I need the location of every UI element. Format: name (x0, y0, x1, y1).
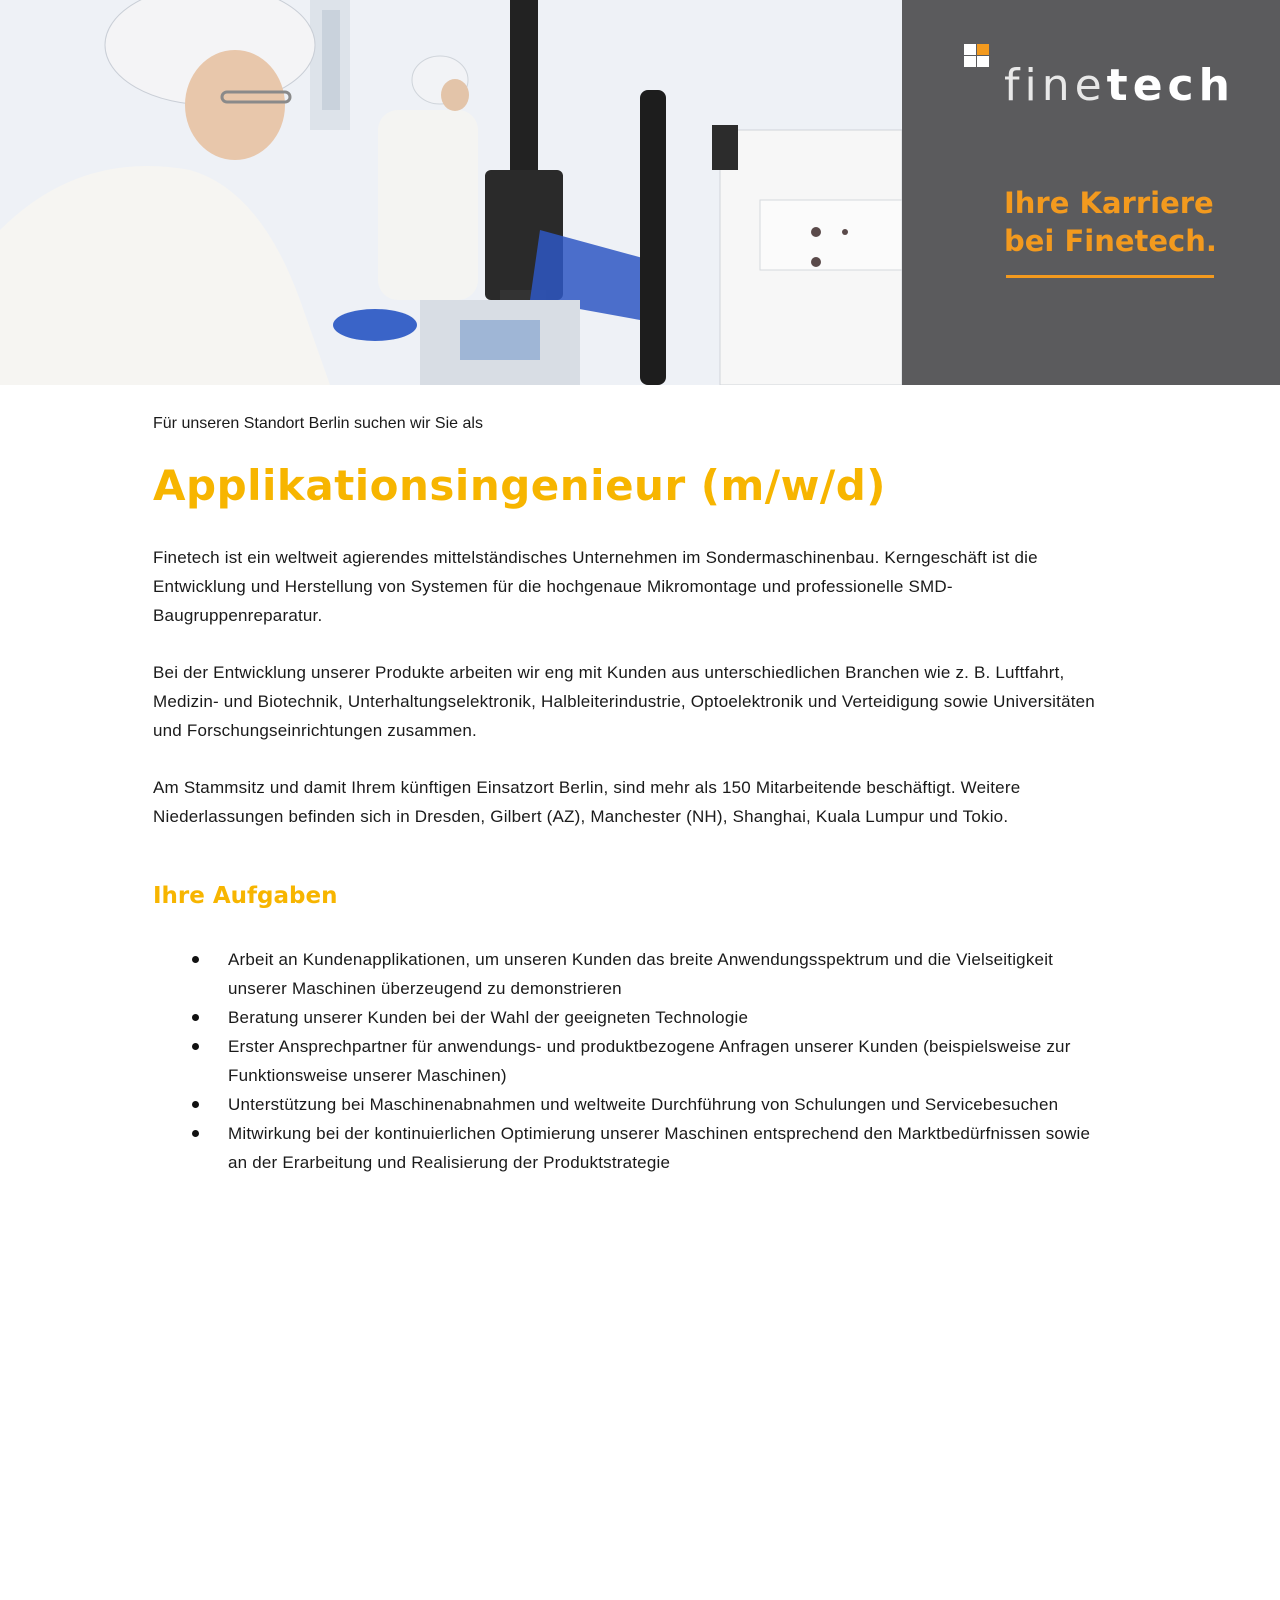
locations-paragraph: Am Stammsitz und damit Ihrem künftigen Einsatzort Berlin, sind mehr als 150 Mitarbeitende beschäftigt. Weitere Niederlassungen befinden sich in Dresden, Gilbert (AZ), Manchester (NH), Shanghai, Kuala Lumpur und Tokio. (153, 778, 1021, 827)
intro-text: Für unseren Standort Berlin suchen wir Sie als (153, 415, 483, 432)
bullet-icon (192, 1130, 199, 1137)
company-paragraph: Finetech ist ein weltweit agierendes mittelständisches Unternehmen im Sondermaschinenbau. Kerngeschäft ist die Entwicklung und Herstellung von Systemen für die hochgenaue Mikromontage und professionelle SMD-Baugruppenreparatur. (153, 548, 1038, 626)
brand-panel (902, 0, 1280, 385)
bullet-icon (192, 956, 199, 963)
list-item: Erster Ansprechpartner für anwendungs- und produktbezogene Anfragen unserer Kunden (beispielsweise zur Funktionsweise unserer Maschinen) (153, 1032, 1113, 1090)
list-item: Unterstützung bei Maschinenabnahmen und weltweite Durchführung von Schulungen und Servicebesuchen (153, 1090, 1113, 1119)
tasks-heading: Ihre Aufgaben (153, 883, 338, 910)
finetech-logo-text: finetech (1004, 60, 1235, 111)
tagline-divider (1006, 275, 1214, 278)
list-item: Mitwirkung bei der kontinuierlichen Optimierung unserer Maschinen entsprechend den Marktbedürfnissen sowie an der Erarbeitung und Realisierung der Produktstrategie (153, 1119, 1113, 1177)
tagline-line-2: bei Finetech. (1004, 224, 1217, 258)
lab-illustration (0, 0, 902, 385)
bullet-icon (192, 1101, 199, 1108)
customers-paragraph: Bei der Entwicklung unserer Produkte arbeiten wir eng mit Kunden aus unterschiedlichen Branchen wie z. B. Luftfahrt, Medizin- und Biotechnik, Unterhaltungselektronik, Halbleiterindustrie, Optoelektronik und Verteidigung sowie Universitäten und Forschungseinrichtungen zusammen. (153, 663, 1095, 741)
header-banner (0, 0, 1280, 385)
list-item: Beratung unserer Kunden bei der Wahl der geeigneten Technologie (153, 1003, 1113, 1032)
lab-photo (0, 0, 902, 385)
finetech-logo-icon (964, 44, 990, 68)
career-tagline (1004, 184, 1217, 260)
bullet-icon (192, 1043, 199, 1050)
list-item: Arbeit an Kundenapplikationen, um unseren Kunden das breite Anwendungsspektrum und die Vielseitigkeit unserer Maschinen überzeugend zu demonstrieren (153, 945, 1113, 1003)
job-posting-body (153, 415, 1113, 1177)
tagline-line-1: Ihre Karriere (1004, 186, 1214, 220)
job-title: Applikationsingenieur (m/w/d) (153, 461, 886, 510)
tasks-list (153, 945, 1113, 1177)
bullet-icon (192, 1014, 199, 1021)
